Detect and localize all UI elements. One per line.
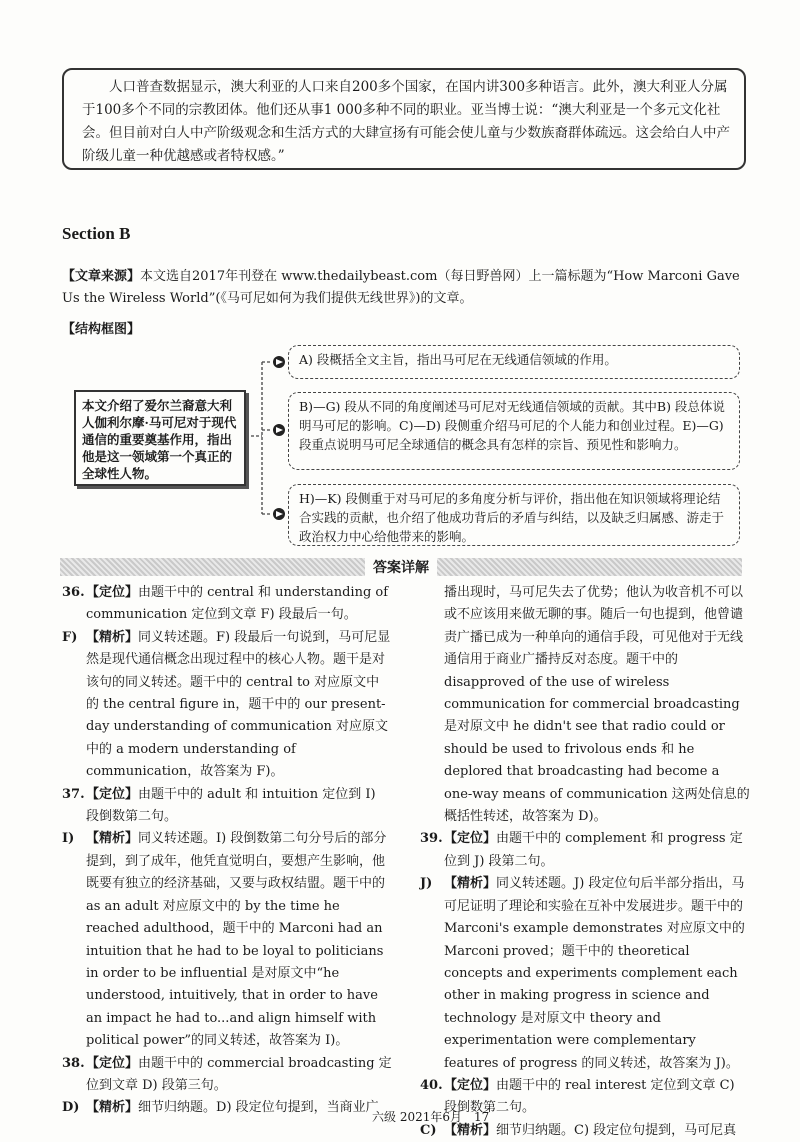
answer-item: 播出现时，马可尼失去了优势；他认为收音机不可以或不应该用来做无聊的事。随后一句也提到，他曾谴责广播已成为一种单向的通信手段，可见他对于无线通信用于商业广播持反对态度。题干中的 disapproved of the use of wireless communication for commercial broadcasting 是对原文中 he didn't see that radio could or should be used to frivolous ends 和 he deplored that broadcasting had become a one-way means of communication 这两处信息的概括性转述，故答案为 D)。 bbox=[444, 585, 750, 825]
answer-item: D) 【精析】细节归纳题。D) 段定位句提到，当商业广 bbox=[62, 1100, 379, 1116]
answer-item: F) 【精析】同义转述题。F) 段最后一句说到，马可尼显然是现代通信概念出现过程中的核心人物。题干是对该句的同义转述。题干中的 central to 对应原文中的 the central figure in，题干中的 our present-day understanding of communication 对应原文中的 a modern understanding of communication，故答案为 F)。 bbox=[62, 629, 391, 780]
outline-label: 【结构框图】 bbox=[62, 322, 141, 337]
answer-item: 38. 【定位】由题干中的 commercial broadcasting 定位到文章 D) 段第三句。 bbox=[62, 1055, 392, 1093]
source-text: 本文选自2017年刊登在 www.thedailybeast.com（每日野兽网）上一篇标题为“How Marconi Gave Us the Wireless World”(《马可尼如何为我们提供无线世界》)的文章。 bbox=[62, 269, 740, 306]
answer-item: C) 【精析】细节归纳题。C) 段定位句提到，马可尼真 bbox=[420, 1122, 737, 1138]
answers-banner-title: 答案详解 bbox=[365, 557, 437, 577]
source-tag: 【文章来源】 bbox=[62, 269, 141, 284]
answers-left-column bbox=[62, 582, 392, 1120]
answer-item: 40. 【定位】由题干中的 real interest 定位到文章 C) 段倒数第二句。 bbox=[420, 1077, 735, 1116]
section-title: Section B bbox=[62, 224, 131, 243]
outline-branch-h-k: H)—K) 段侧重于对马可尼的多角度分析与评价，指出他在知识领域将理论结合实践的贡献，也介绍了他成功背后的矛盾与纠结，以及缺乏归属感、游走于政治权力中心给他带来的影响。 bbox=[288, 484, 740, 546]
summary-quote-text: 人口普查数据显示，澳大利亚的人口来自200多个国家，在国内讲300多种语言。此外，澳大利亚人分属于100多个不同的宗教团体。他们还从事1 000多种不同的职业。亚当博士说：“澳大利亚是一个多元文化社会。但目前对白人中产阶级观念和生活方式的大肆宣扬有可能会使儿童与少数族裔群体疏远。这会给白人中产阶级儿童一种优越感或者特权感。” bbox=[82, 79, 730, 164]
answer-item: 36. 【定位】由题干中的 central 和 understanding of communication 定位到文章 F) 段最后一句。 bbox=[62, 585, 389, 623]
answers-right-column bbox=[420, 582, 750, 1142]
answers-banner bbox=[60, 558, 742, 576]
answer-item: 37. 【定位】由题干中的 adult 和 intuition 定位到 I) 段倒数第二句。 bbox=[62, 786, 376, 825]
outline-branch-a: A) 段概括全文主旨，指出马可尼在无线通信领域的作用。 bbox=[288, 345, 740, 379]
outline-root-box: 本文介绍了爱尔兰裔意大利人伽利尔摩·马可尼对于现代通信的重要奠基作用，指出他是这一领域第一个真正的全球性人物。 bbox=[74, 390, 246, 486]
page-footer: 六级 2021年6月 17 bbox=[372, 1110, 490, 1124]
answer-item: 39. 【定位】由题干中的 complement 和 progress 定位到 J) 段第二句。 bbox=[420, 831, 743, 869]
answer-item: I) 【精析】同义转述题。I) 段倒数第二句分号后的部分提到，到了成年，他凭直觉明白，要想产生影响，他既要有独立的经济基础，又要与政权结盟。题干中的 as an adult 对应原文中的 by the time he reached adulthood，题干中的 Marconi had an intuition that he had to be loyal to politicians in order to be influential 是对原文中“he understood, intuitively, that in order to have an impact he had to...and align himself with political power”的同义转述，故答案为 I)。 bbox=[62, 831, 387, 1049]
answer-item: J) 【精析】同义转述题。J) 段定位句后半部分指出，马可尼证明了理论和实验在互补中发展进步。题干中的 Marconi's example demonstrates 对应原文中的 Marconi proved；题干中的 theoretical concepts and experiments complement each other in making progress in science and technology 是对原文中 theory and experimentation were complementary features of progress 的同义转述，故答案为 J)。 bbox=[420, 876, 745, 1071]
outline-branch-b-g: B)—G) 段从不同的角度阐述马可尼对无线通信领域的贡献。其中B) 段总体说明马可尼的影响。C)—D) 段侧重介绍马可尼的个人能力和创业过程。E)—G) 段重点说明马可尼全球通信的概念具有怎样的宗旨、预见性和影响力。 bbox=[288, 392, 740, 470]
